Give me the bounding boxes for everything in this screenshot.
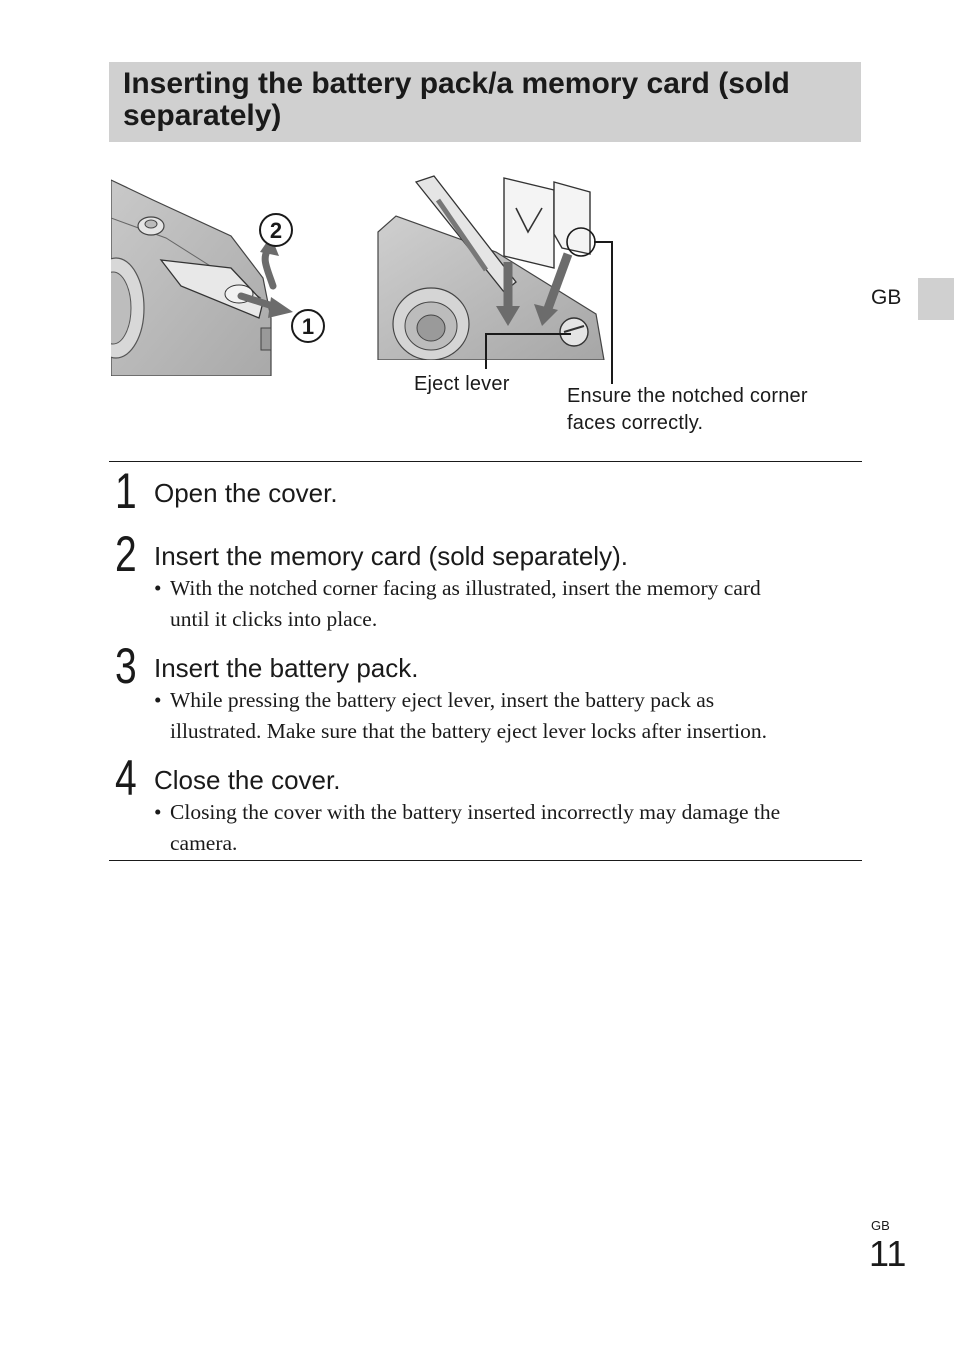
step-note — [154, 797, 859, 859]
notch-label — [567, 383, 808, 437]
notch-leader-line — [611, 242, 613, 384]
section-title-band — [109, 62, 861, 142]
note-line: illustrated. Make sure that the battery eject lever locks after insertion. — [170, 719, 767, 743]
eject-leader-line — [485, 335, 487, 369]
bottom-divider — [109, 860, 862, 861]
step-number: 3 — [115, 638, 137, 694]
step-heading: Insert the memory card (sold separately). — [154, 541, 628, 571]
step-heading: Insert the battery pack. — [154, 653, 419, 683]
step-marker-2: 2 — [269, 218, 283, 243]
side-tab — [918, 278, 954, 320]
note-line: • Closing the cover with the battery inserted incorrectly may damage the — [154, 797, 859, 828]
step-number: 1 — [115, 463, 137, 519]
top-divider — [109, 461, 862, 462]
step-heading: Open the cover. — [154, 478, 338, 508]
step-number: 2 — [115, 526, 137, 582]
side-tab-label: GB — [871, 286, 902, 309]
camera-cover-illustration — [111, 178, 336, 376]
note-line: • While pressing the battery eject lever, insert the battery pack as — [154, 685, 859, 716]
step-heading: Close the cover. — [154, 765, 341, 795]
note-line: • With the notched corner facing as illustrated, insert the memory card — [154, 573, 859, 604]
step-note — [154, 685, 859, 747]
footer-region-label: GB — [871, 1218, 890, 1233]
page-title: Inserting the battery pack/a memory card (sold separately) — [123, 67, 790, 132]
page-number: 11 — [869, 1233, 907, 1274]
step-number: 4 — [115, 750, 137, 806]
notch-label-line2: faces correctly. — [567, 412, 704, 434]
step-note — [154, 573, 859, 635]
step-marker-1: 1 — [301, 314, 315, 339]
note-line: camera. — [170, 831, 238, 855]
eject-lever-label: Eject lever — [414, 373, 510, 395]
battery-card-illustration — [376, 174, 616, 360]
notch-label-line1: Ensure the notched corner — [567, 385, 808, 407]
note-line: until it clicks into place. — [170, 607, 378, 631]
